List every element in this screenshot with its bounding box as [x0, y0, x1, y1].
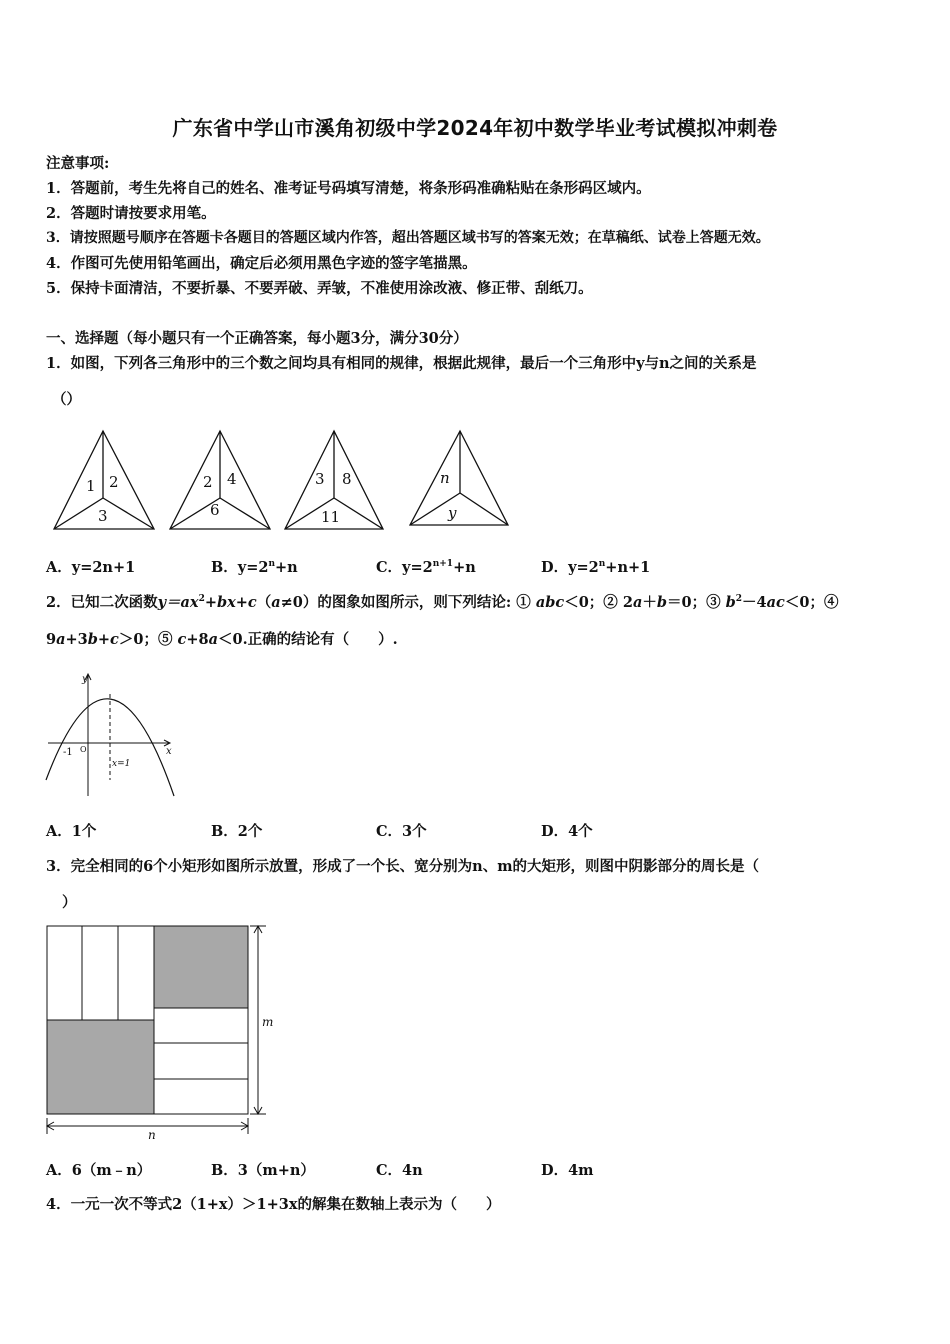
q4-stem: 4．一元一次不等式2（1+x）＞1+3x的解集在数轴上表示为（ ） [46, 1196, 501, 1213]
shaded-rect-top-right [154, 926, 248, 1008]
option-label: C． [376, 1162, 403, 1179]
notice-item: 5．保持卡面清洁，不要折暴、不要弄破、弄皱，不准使用涂改液、修正带、刮纸刀。 [46, 280, 593, 297]
q2-math: +bx+c [204, 594, 257, 611]
section-heading: 一、选择题（每小题只有一个正确答案，每小题3分，满分30分） [46, 330, 468, 347]
q2-parabola-graph [44, 668, 184, 800]
q2-text: ＜0.正确的结论有（ ）. [218, 631, 398, 648]
option-label: C． [376, 823, 403, 840]
option-text: 1个 [71, 823, 97, 840]
option-label: D． [541, 1162, 569, 1179]
q1-stem: 1．如图，下列各三角形中的三个数之间均具有相同的规律，根据此规律，最后一个三角形中y与n之间的关系是 [46, 355, 757, 372]
option-text: +n [274, 559, 298, 576]
option-exponent: n [268, 559, 275, 570]
m-label: m [262, 1015, 274, 1029]
q2-math: a [632, 594, 643, 611]
q2-math: b [656, 594, 667, 611]
tri2-bottom-number: 6 [210, 501, 220, 519]
triangle-2 [170, 431, 270, 529]
option-text: 2个 [237, 823, 263, 840]
q2-text: －4 [742, 594, 767, 611]
tri3-right-number: 8 [342, 470, 352, 488]
option-label: B． [211, 559, 238, 576]
option-text: y=2 [402, 559, 433, 576]
q2-math: b [725, 594, 736, 611]
triangle-4 [410, 431, 508, 525]
option-text: 4n [402, 1162, 423, 1179]
option-text: y=2 [237, 559, 269, 576]
q2-text: ＜0；② 2 [564, 594, 633, 611]
notice-item: 2．答题时请按要求用笔。 [46, 205, 216, 222]
x-axis-label: x [166, 746, 172, 757]
q2-math: y＝ax [157, 594, 199, 611]
q3-option-d[interactable] [541, 1159, 594, 1180]
q2-math: ac [766, 594, 785, 611]
option-label: D． [541, 559, 569, 576]
q3-rectangle-figure [44, 922, 284, 1144]
q2-text: ＝0；③ [667, 594, 726, 611]
q1-option-b[interactable] [211, 556, 298, 577]
n-label: n [148, 1128, 156, 1142]
q2-text: ＞0；⑤ [118, 631, 178, 648]
tri4-bottom-label: y [448, 504, 457, 522]
tri3-left-number: 3 [315, 470, 325, 488]
option-label: A． [46, 823, 72, 840]
q2-math: c [177, 631, 187, 648]
q2-option-c[interactable] [376, 820, 427, 841]
q3-stem: 3．完全相同的6个小矩形如图所示放置，形成了一个长、宽分别为n、m的大矩形，则图中阴影部分的周长是（ [46, 858, 760, 875]
option-text: +n [453, 559, 476, 576]
q2-math: abc [535, 594, 565, 611]
q1-option-a[interactable] [46, 556, 135, 577]
option-exponent: n [598, 559, 606, 570]
option-label: B． [211, 1162, 238, 1179]
q2-text: （ [256, 594, 272, 611]
tri4-left-label: n [440, 469, 450, 487]
option-text: y=2n+1 [71, 559, 136, 576]
tri2-right-number: 4 [227, 470, 237, 488]
tri1-bottom-number: 3 [98, 507, 108, 525]
option-label: C． [376, 559, 403, 576]
notice-item: 4．作图可先使用铅笔画出，确定后必须用黑色字迹的签字笔描黑。 [46, 255, 477, 272]
q2-stem-line1 [46, 591, 838, 612]
option-label: A． [46, 559, 72, 576]
option-text: y=2 [568, 559, 599, 576]
option-exponent: n+1 [432, 559, 454, 570]
page-title: 广东省中学山市溪角初级中学2024年初中数学毕业考试模拟冲刺卷 [172, 116, 778, 140]
neg-one-label: -1 [63, 747, 73, 758]
q2-math: b [87, 631, 98, 648]
q1-option-d[interactable] [541, 556, 650, 577]
q2-stem-line2 [46, 628, 398, 649]
notice-heading: 注意事项: [46, 155, 110, 172]
q2-text: + [97, 631, 111, 648]
origin-label: O [80, 745, 87, 754]
tri1-left-number: 1 [86, 477, 96, 495]
q2-text: +3 [65, 631, 88, 648]
option-label: B． [211, 823, 238, 840]
q2-option-d[interactable] [541, 820, 593, 841]
q2-text: 2．已知二次函数 [46, 594, 158, 611]
y-axis-label: y [82, 674, 88, 685]
option-text: 4m [568, 1162, 594, 1179]
option-label: A． [46, 1162, 72, 1179]
q3-paren-close: ） [62, 894, 77, 911]
q1-option-c[interactable] [376, 556, 476, 577]
q3-option-c[interactable] [376, 1159, 423, 1180]
q2-text: +8 [186, 631, 209, 648]
option-text: +n+1 [605, 559, 651, 576]
option-text: 3（m+n） [237, 1162, 315, 1179]
tri2-left-number: 2 [203, 473, 213, 491]
q2-math: a [56, 631, 66, 648]
q2-exponent: 2 [198, 594, 205, 605]
tri3-bottom-number: 11 [321, 508, 341, 526]
shaded-rect-bottom-left [47, 1020, 154, 1114]
q2-text: 9 [46, 631, 57, 648]
q2-text: ≠0）的图象如图所示，则下列结论: ① [280, 594, 536, 611]
q2-text: ＜0；④ [784, 594, 839, 611]
symmetry-axis-label: x=1 [112, 759, 131, 769]
q2-option-b[interactable] [211, 820, 262, 841]
q3-option-a[interactable] [46, 1159, 151, 1180]
option-label: D． [541, 823, 569, 840]
option-text: 4个 [568, 823, 593, 840]
notice-item: 1．答题前，考生先将自己的姓名、准考证号码填写清楚，将条形码准确粘贴在条形码区域内。 [46, 180, 651, 197]
option-text: 6（m﹣n） [71, 1162, 152, 1179]
q2-math: c [110, 631, 119, 648]
q2-math: a [208, 631, 219, 648]
q2-math: a [271, 594, 281, 611]
q2-option-a[interactable] [46, 820, 96, 841]
q2-text: ＋ [642, 594, 657, 611]
q3-option-b[interactable] [211, 1159, 315, 1180]
q2-exponent: 2 [735, 594, 743, 605]
option-text: 3个 [402, 823, 427, 840]
q1-paren: （） [52, 391, 81, 408]
notice-item: 3．请按照题号顺序在答题卡各题目的答题区域内作答，超出答题区域书写的答案无效；在草稿纸、试卷上答题无效。 [46, 230, 770, 246]
q1-triangles-figure [50, 425, 520, 535]
tri1-right-number: 2 [109, 473, 119, 491]
